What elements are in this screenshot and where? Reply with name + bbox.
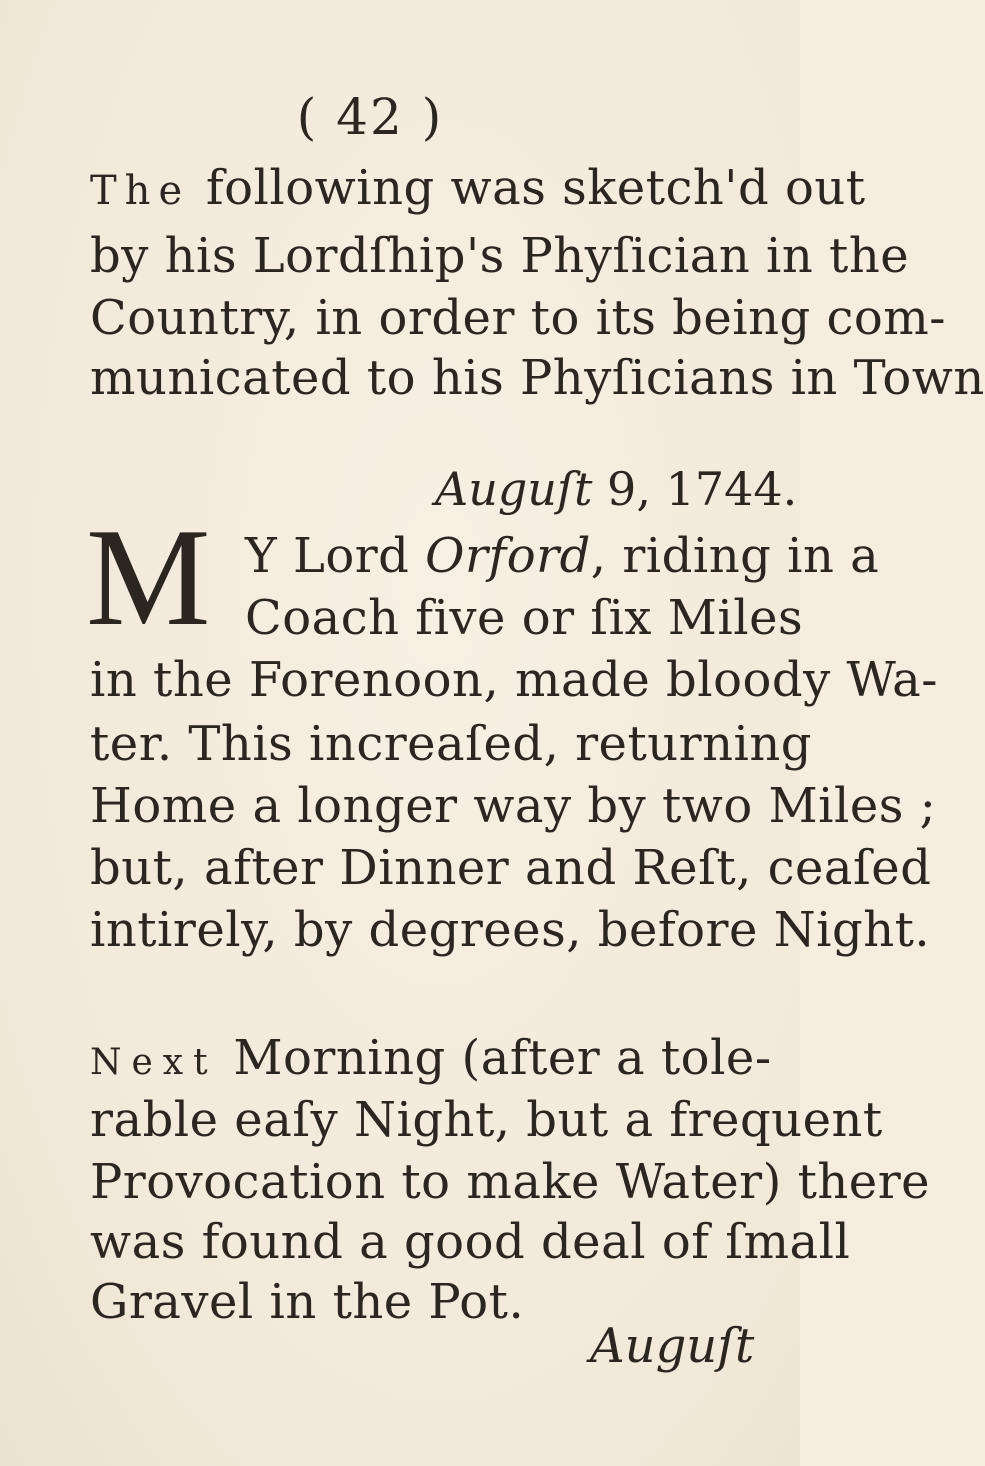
entry1-name: Orford	[425, 528, 591, 584]
entry1-line-4: ter. This increaſed, returning	[90, 716, 812, 772]
entry1-line-1-post: , riding in a	[590, 528, 880, 584]
dateline-month: Auguſt	[435, 462, 593, 516]
intro-line-3: Country, in order to its being com-	[90, 290, 947, 346]
entry1-line-6: but, after Dinner and Reſt, ceaſed	[90, 840, 932, 896]
entry2-line-4: was found a good deal of ſmall	[90, 1214, 851, 1270]
intro-line-1-text: following was sketch'd out	[190, 160, 866, 216]
intro-lead-word: The	[90, 168, 191, 214]
catchword: Auguſt	[590, 1318, 755, 1374]
entry2-line-2: rable eaſy Night, but a frequent	[90, 1092, 883, 1148]
entry2-lead-word: Next	[90, 1042, 218, 1083]
entry1-line-1-pre: Y Lord	[245, 528, 426, 584]
entry1-line-3: in the Forenoon, made bloody Wa-	[90, 652, 938, 708]
dateline-rest: 9, 1744.	[592, 462, 798, 516]
entry2-line-3: Provocation to make Water) there	[90, 1154, 931, 1210]
page-number: ( 42 )	[296, 88, 444, 146]
entry1-line-7: intirely, by degrees, before Night.	[90, 902, 931, 958]
entry1-line-5: Home a longer way by two Miles ;	[90, 778, 937, 834]
entry1-line-2: Coach five or ſix Miles	[245, 590, 804, 646]
entry2-line-1	[90, 1030, 772, 1086]
drop-cap: M	[86, 500, 211, 655]
intro-line-1	[90, 160, 866, 216]
entry1-line-1	[245, 528, 879, 584]
intro-line-2: by his Lordſhip's Phyſician in the	[90, 228, 910, 284]
intro-line-4: municated to his Phyſicians in Town	[90, 350, 985, 406]
entry2-line-1-text: Morning (after a tole-	[217, 1030, 772, 1086]
entry2-line-5: Gravel in the Pot.	[90, 1274, 525, 1330]
dateline	[435, 462, 797, 516]
